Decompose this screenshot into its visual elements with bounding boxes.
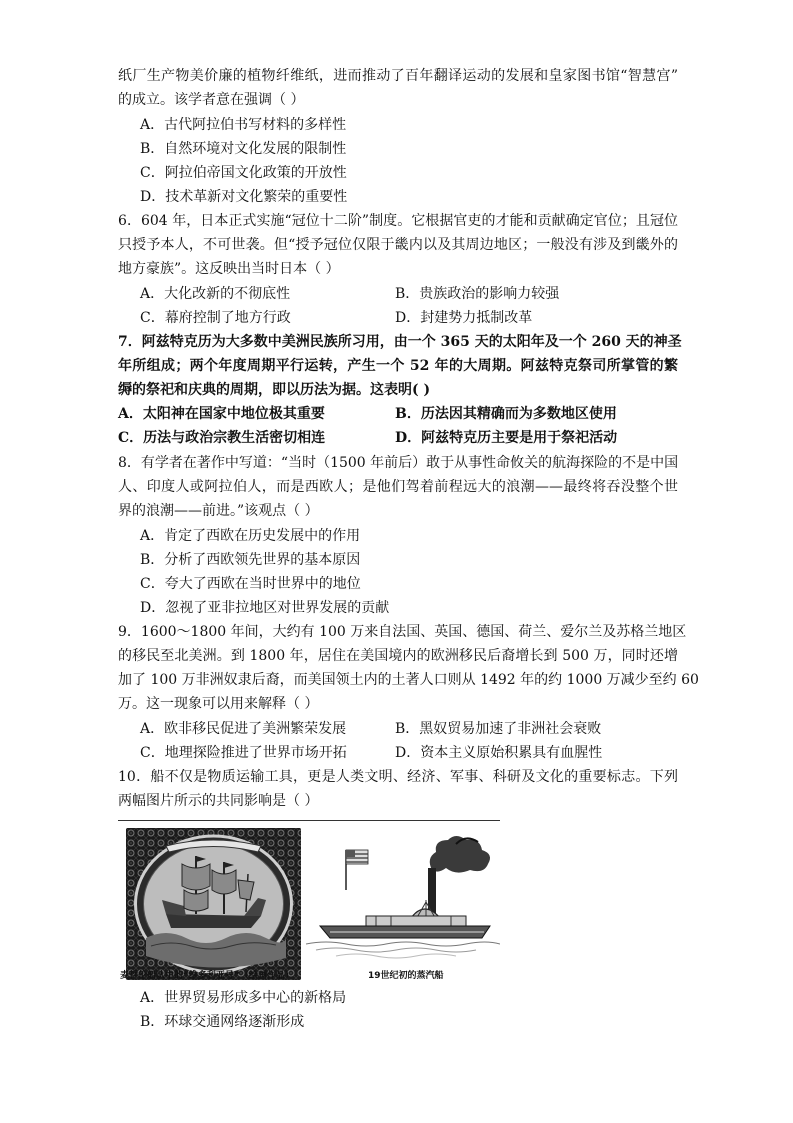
- q5-option-a: A．古代阿拉伯书写材料的多样性: [140, 117, 347, 133]
- q7-line3: 缛的祭祀和庆典的周期，即以历法为据。这表明( ): [118, 382, 431, 398]
- q10-option-a: A．世界贸易形成多中心的新格局: [140, 990, 347, 1006]
- q8-option-c: C．夸大了西欧在当时世界中的地位: [140, 576, 361, 592]
- q5-line2: 的成立。该学者意在强调（ ）: [118, 92, 305, 108]
- steamboat-illustration: [306, 830, 500, 970]
- caption-victoria: 麦哲伦船队中的“维多利亚号”（绘画作品）: [120, 971, 294, 981]
- q9-line2: 的移民至北美洲。到 1800 年，居住在美国境内的欧洲移民后裔增长到 500 万，同时还增: [118, 648, 678, 664]
- q8-line1: 8．有学者在著作中写道：“当时（1500 年前后）敢于从事性命攸关的航海探险的不是中国: [118, 455, 679, 471]
- q8-option-a: A．肯定了西欧在历史发展中的作用: [140, 528, 361, 544]
- q5-option-d: D．技术革新对文化繁荣的重要性: [140, 189, 348, 205]
- q6-option-c: C．幕府控制了地方行政: [140, 310, 291, 326]
- q8-line3: 界的浪潮——前进。”该观点（ ）: [118, 503, 319, 519]
- q7-option-a: A．太阳神在国家中地位极其重要: [118, 406, 325, 422]
- steamboat-icon: [306, 830, 500, 970]
- q8-option-b: B．分析了西欧领先世界的基本原因: [140, 552, 361, 568]
- q6-line3: 地方豪族”。这反映出当时日本（ ）: [118, 261, 340, 277]
- q5-option-b: B．自然环境对文化发展的限制性: [140, 141, 347, 157]
- q10-figure: [118, 820, 500, 984]
- q9-option-b: B．黑奴贸易加速了非洲社会衰败: [395, 721, 602, 737]
- q9-option-d: D．资本主义原始积累具有血腥性: [395, 745, 603, 761]
- q7-option-d: D．阿兹特克历主要是用于祭祀活动: [395, 430, 618, 446]
- q6-line2: 只授予本人，不可世袭。但“授予冠位仅限于畿内以及其周边地区；一般没有涉及到畿外的: [118, 237, 678, 253]
- q7-option-c: C．历法与政治宗教生活密切相连: [118, 430, 326, 446]
- q6-option-a: A．大化改新的不彻底性: [140, 286, 291, 302]
- q7-option-b: B．历法因其精确而为多数地区使用: [395, 406, 617, 422]
- ship-engraving-icon: [126, 828, 301, 980]
- victoria-ship-engraving: [126, 828, 301, 980]
- caption-steamboat: 19世纪初的蒸汽船: [368, 971, 444, 981]
- q6-line1: 6．604 年，日本正式实施“冠位十二阶”制度。它根据官吏的才能和贡献确定官位；且冠位: [118, 213, 678, 229]
- q10-line2: 两幅图片所示的共同影响是（ ）: [118, 793, 319, 809]
- q8-line2: 人、印度人或阿拉伯人，而是西欧人；是他们驾着前程远大的浪潮——最终将吞没整个世: [118, 479, 678, 495]
- q9-option-c: C．地理探险推进了世界市场开拓: [140, 745, 347, 761]
- q9-line4: 万。这一现象可以用来解释（ ）: [118, 696, 319, 712]
- q10-option-b: B．环球交通网络逐渐形成: [140, 1014, 305, 1030]
- q7-line1: 7．阿兹特克历为大多数中美洲民族所习用，由一个 365 天的太阳年及一个 260 天的神圣: [118, 334, 682, 350]
- q9-option-a: A．欧非移民促进了美洲繁荣发展: [140, 721, 347, 737]
- q9-line1: 9．1600～1800 年间，大约有 100 万来自法国、英国、德国、荷兰、爱尔兰及苏格兰地区: [118, 624, 687, 640]
- q8-option-d: D．忽视了亚非拉地区对世界发展的贡献: [140, 600, 390, 616]
- q9-line3: 加了 100 万非洲奴隶后裔，而美国领土内的土著人口则从 1492 年的约 1000 万减少至约 60: [118, 672, 699, 688]
- q5-option-c: C．阿拉伯帝国文化政策的开放性: [140, 165, 347, 181]
- q6-option-b: B．贵族政治的影响力较强: [395, 286, 560, 302]
- q10-line1: 10．船不仅是物质运输工具，更是人类文明、经济、军事、科研及文化的重要标志。下列: [118, 769, 678, 785]
- q7-line2: 年所组成；两个年度周期平行运转，产生一个 52 年的大周期。阿兹特克祭司所掌管的繁: [118, 358, 678, 374]
- figure-top-rule: [118, 820, 500, 821]
- q6-option-d: D．封建势力抵制改革: [395, 310, 533, 326]
- q5-line1: 纸厂生产物美价廉的植物纤维纸，进而推动了百年翻译运动的发展和皇家图书馆“智慧宫”: [118, 68, 678, 84]
